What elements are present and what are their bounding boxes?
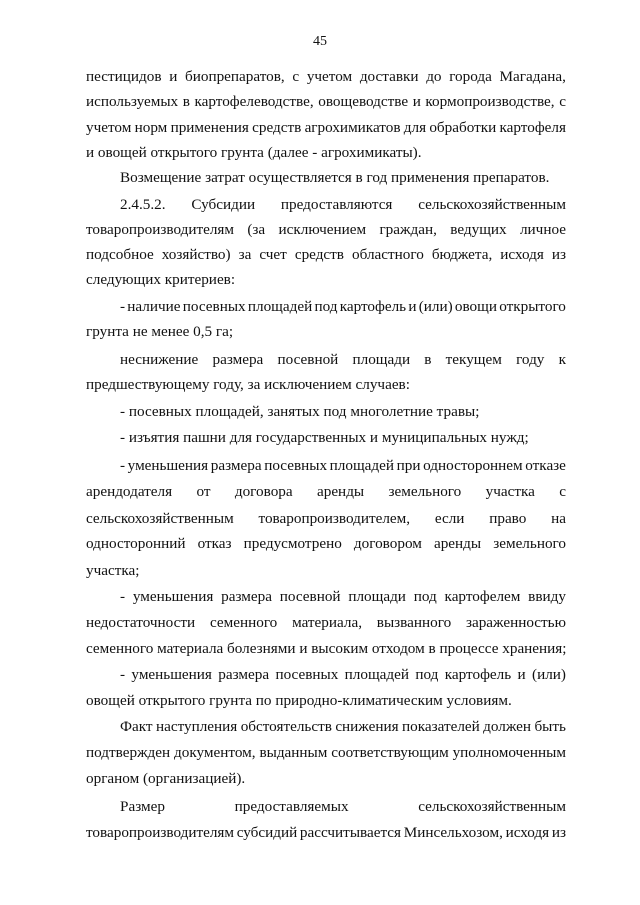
word: сельскохозяйственным (86, 510, 234, 527)
word: за (238, 246, 252, 263)
word: ввиду (528, 588, 566, 605)
word: уменьшения (127, 457, 209, 474)
word: субсидий (236, 824, 298, 841)
word: подтвержден (86, 744, 171, 761)
text-line (120, 587, 566, 607)
line-text: грунта не менее 0,5 га; (86, 323, 234, 340)
word: товаропроизводителям (86, 824, 235, 841)
word: наступления (155, 718, 238, 735)
text-line (120, 195, 566, 215)
word: односторонний (86, 535, 186, 552)
word: картофелем (444, 588, 521, 605)
word: из (551, 246, 566, 263)
text-line (86, 220, 566, 240)
word: - (120, 298, 126, 315)
text-line (120, 665, 566, 685)
word: наличие (127, 298, 181, 315)
word: посевной (279, 588, 341, 605)
line-text: - посевных площадей, занятых под многолетние травы; (120, 403, 480, 420)
word: личное (519, 221, 566, 238)
word: кормопроизводстве, (425, 93, 555, 110)
word: при (396, 457, 421, 474)
word: для (403, 119, 427, 136)
word: граждан, (379, 221, 437, 238)
line-text: участка; (86, 562, 140, 579)
line-text: предшествующему году, за исключением случаев: (86, 376, 410, 393)
word: уполномоченным (452, 744, 566, 761)
word: предусмотрено (243, 535, 342, 552)
word: открытого (499, 298, 566, 315)
word: из (551, 824, 566, 841)
word: предоставляемых (234, 798, 349, 815)
word: Минсельхозом, (403, 824, 503, 841)
word: товаропроизводителям (86, 221, 235, 238)
word: быть (534, 718, 566, 735)
word: Магадана, (499, 68, 566, 85)
word: с (559, 483, 566, 500)
word: 2.4.5.2. (120, 196, 166, 213)
word: договора (234, 483, 293, 500)
word: соответствующим (331, 744, 449, 761)
line-text: семенного материала болезнями и высоким отходом в процессе хранения; (86, 640, 567, 657)
word: арендодателя (86, 483, 173, 500)
word: сельскохозяйственным (418, 798, 566, 815)
word: земельного (388, 483, 462, 500)
word: предоставляются (280, 196, 393, 213)
line-text: Возмещение затрат осуществляется в год применения препаратов. (120, 169, 550, 186)
text-line (86, 509, 566, 529)
word: показателей (401, 718, 480, 735)
line-text: органом (организацией). (86, 770, 246, 787)
word: право (489, 510, 527, 527)
text-line (86, 743, 566, 763)
word: аренды (433, 535, 482, 552)
text-line (86, 143, 566, 163)
text-line (86, 322, 566, 342)
word: сельскохозяйственным (418, 196, 566, 213)
word: товаропроизводителем, (258, 510, 411, 527)
word: применения (170, 119, 249, 136)
word: картофель (339, 298, 407, 315)
word: - (120, 666, 126, 683)
word: города (449, 68, 492, 85)
word: одностороннем (423, 457, 523, 474)
word: к (558, 351, 566, 368)
text-line (120, 797, 566, 817)
word: площадей (344, 666, 410, 683)
word: от (196, 483, 211, 500)
word: уменьшения (132, 588, 214, 605)
word: используемых (86, 93, 179, 110)
text-line (86, 67, 566, 87)
line-text: - изъятия пашни для государственных и муниципальных нужд; (120, 429, 529, 446)
word: размера (210, 457, 262, 474)
word: с (292, 68, 300, 85)
word: должен (483, 718, 532, 735)
word: картофеля (499, 119, 566, 136)
text-line (120, 717, 566, 737)
word: посевных (275, 666, 339, 683)
word: посевных (182, 298, 246, 315)
word: средств (252, 119, 302, 136)
word: пестицидов (86, 68, 162, 85)
word: размера (218, 666, 270, 683)
word: неснижение (120, 351, 199, 368)
text-line (120, 350, 566, 370)
word: счет (259, 246, 287, 263)
word: посевной (277, 351, 339, 368)
text-line (86, 823, 566, 843)
text-line (120, 402, 566, 422)
word: зараженностью (465, 614, 566, 631)
word: картофель (444, 666, 512, 683)
word: Субсидии (191, 196, 256, 213)
text-line (86, 639, 566, 659)
word: документом, (174, 744, 256, 761)
word: учетом (86, 119, 132, 136)
word: (или) (532, 666, 566, 683)
word: хозяйство) (161, 246, 231, 263)
word: выданным (259, 744, 328, 761)
word: подсобное (86, 246, 154, 263)
word: исходя (505, 824, 550, 841)
word: под (314, 298, 338, 315)
word: биопрепаратов, (185, 68, 285, 85)
word: обстоятельств (240, 718, 332, 735)
word: и (517, 666, 526, 683)
word: доставки (359, 68, 419, 85)
text-line (86, 375, 566, 395)
word: Размер (120, 798, 165, 815)
word: и (169, 68, 178, 85)
word: под (413, 588, 437, 605)
word: вызванного (376, 614, 452, 631)
word: до (426, 68, 442, 85)
word: овощеводстве (318, 93, 409, 110)
word: с (559, 93, 566, 110)
word: картофелеводстве, (194, 93, 314, 110)
word: - (120, 457, 126, 474)
text-line (86, 769, 566, 789)
word: отказ (197, 535, 232, 552)
word: семенного (209, 614, 278, 631)
word: текущем (445, 351, 502, 368)
word: Факт (120, 718, 153, 735)
word: под (415, 666, 439, 683)
word: размера (221, 588, 272, 605)
word: учетом (306, 68, 353, 85)
word: материала, (292, 614, 363, 631)
word: площади (352, 351, 411, 368)
word: и (408, 298, 417, 315)
word: норм (134, 119, 168, 136)
word: размера (212, 351, 264, 368)
text-line (120, 168, 566, 188)
text-line (86, 270, 566, 290)
word: ведущих (450, 221, 507, 238)
word: агрохимикатов (304, 119, 401, 136)
word: аренды (316, 483, 365, 500)
word: площадей (247, 298, 313, 315)
word: площади (348, 588, 406, 605)
text-line (86, 613, 566, 633)
text-line (86, 482, 566, 502)
page-number: 45 (313, 34, 327, 49)
line-text: овощей открытого грунта по природно-климатическим условиям. (86, 692, 512, 709)
word: областного (352, 246, 424, 263)
word: году (516, 351, 545, 368)
word: недостаточности (86, 614, 196, 631)
word: посевных (264, 457, 328, 474)
word: средств (294, 246, 344, 263)
word: договором (353, 535, 422, 552)
text-line (86, 92, 566, 112)
word: участка (485, 483, 535, 500)
word: на (551, 510, 566, 527)
word: исходя (500, 246, 544, 263)
word: земельного (493, 535, 566, 552)
text-line (120, 456, 566, 476)
word: - (120, 588, 126, 605)
text-line (86, 245, 566, 265)
word: если (434, 510, 465, 527)
word: (за (247, 221, 266, 238)
word: в (182, 93, 190, 110)
word: и (412, 93, 421, 110)
word: в (424, 351, 432, 368)
word: снижения (335, 718, 399, 735)
word: уменьшения (131, 666, 212, 683)
text-line (86, 691, 566, 711)
text-line (86, 534, 566, 554)
word: площадей (329, 457, 395, 474)
text-line (86, 561, 566, 581)
word: исключением (278, 221, 367, 238)
line-text: следующих критериев: (86, 271, 236, 288)
word: рассчитывается (299, 824, 402, 841)
word: (или) (418, 298, 453, 315)
text-line (120, 297, 566, 317)
text-line (86, 118, 566, 138)
line-text: и овощей открытого грунта (далее - агрохимикаты). (86, 144, 422, 161)
word: овощи (454, 298, 497, 315)
word: бюджета, (431, 246, 493, 263)
word: отказе (525, 457, 566, 474)
word: обработки (429, 119, 497, 136)
text-line (120, 428, 566, 448)
